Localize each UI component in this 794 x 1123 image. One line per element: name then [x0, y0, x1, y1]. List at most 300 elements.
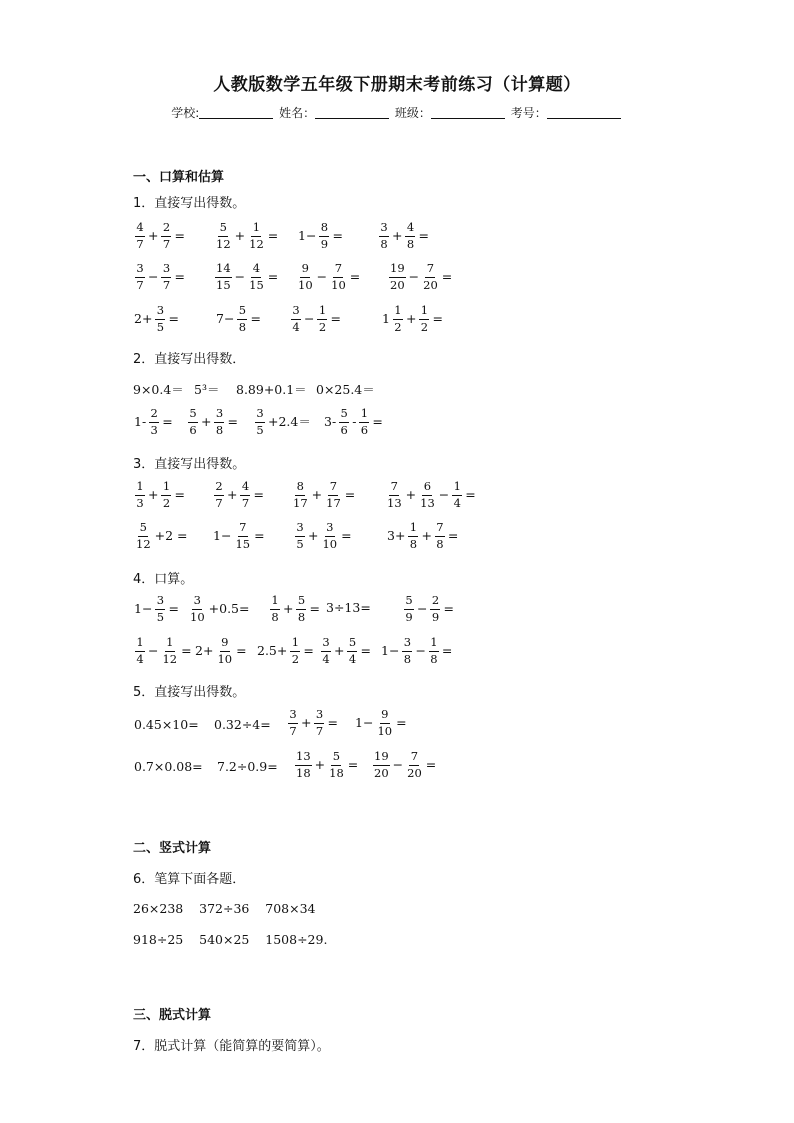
- denominator: 7: [241, 495, 250, 510]
- expression-text: =: [441, 642, 453, 658]
- fraction: [296, 595, 306, 623]
- fraction: [406, 751, 423, 779]
- expression-text: −: [234, 268, 246, 284]
- fraction: [155, 595, 165, 623]
- numerator: 1: [317, 305, 327, 320]
- numerator: 2: [161, 222, 171, 237]
- denominator: 8: [380, 236, 388, 251]
- section-heading-1: 一、口算和估算: [133, 170, 225, 185]
- question-5-prompt: 5．直接写出得数。: [133, 685, 246, 700]
- denominator: 13: [387, 495, 402, 510]
- fraction: [240, 481, 250, 509]
- numerator: 1: [165, 637, 175, 652]
- expression-text: =: [441, 268, 453, 284]
- numerator: 3: [214, 408, 224, 423]
- expression-text: =: [396, 714, 407, 730]
- expression-text: =: [465, 486, 476, 502]
- denominator: 9: [405, 609, 413, 624]
- numerator: 1: [251, 222, 261, 237]
- expression-text: 7.2÷0.9=: [217, 759, 278, 774]
- expression-text: 1−: [134, 600, 153, 616]
- denominator: 10: [298, 277, 313, 292]
- expression-text: =: [174, 268, 185, 284]
- q6-row-2: 918÷25 540×25 1508÷29.: [133, 932, 328, 947]
- fraction: [216, 637, 233, 665]
- denominator: 15: [216, 277, 231, 292]
- fraction: [161, 637, 178, 665]
- expression-text: =: [360, 642, 371, 658]
- expression-text: =: [425, 756, 437, 772]
- fraction: [189, 595, 206, 623]
- expression-text: −: [415, 642, 426, 658]
- expression-text: +0.5=: [208, 600, 250, 616]
- fraction: [379, 222, 389, 250]
- numerator: 4: [251, 263, 261, 278]
- numerator: 3: [291, 305, 301, 320]
- expression-text: =: [267, 268, 279, 284]
- expression-text: +: [405, 310, 417, 326]
- denominator: 10: [190, 609, 205, 624]
- denominator: 9: [320, 236, 329, 251]
- q3-expression: [133, 522, 189, 550]
- expression-text: =: [181, 642, 192, 658]
- expression-text: +: [234, 227, 246, 243]
- q5-expression: [371, 751, 437, 779]
- numerator: 19: [373, 751, 390, 766]
- denominator: 2: [162, 495, 171, 510]
- fraction: [135, 263, 145, 291]
- fraction: [135, 637, 145, 665]
- question-3-prompt: 3．直接写出得数。: [133, 457, 246, 472]
- numerator: 3: [314, 709, 324, 724]
- numerator: 5: [347, 637, 357, 652]
- expression-text: −: [417, 600, 428, 616]
- fraction: [429, 637, 439, 665]
- q1-expression: [215, 305, 262, 333]
- numerator: 14: [215, 263, 232, 278]
- denominator: 7: [162, 236, 171, 251]
- q1-expression: [213, 222, 279, 250]
- expression-text: +: [311, 486, 323, 502]
- expression-text: =: [447, 527, 459, 543]
- expression-text: −: [148, 642, 159, 658]
- fraction: [321, 637, 331, 665]
- denominator: 17: [326, 495, 341, 510]
- expression-text: =: [254, 527, 265, 543]
- expression-text: 0.32÷4=: [214, 717, 271, 732]
- q3-expression: [133, 481, 186, 509]
- q6-row-1: 26×238 372÷36 708×34: [133, 901, 316, 916]
- q5-expression: [286, 709, 339, 737]
- denominator: 8: [436, 536, 444, 551]
- fraction: [248, 263, 265, 291]
- numerator: 5: [138, 522, 148, 537]
- q4-expression: [402, 595, 455, 623]
- q3-expression: [290, 481, 356, 509]
- fraction: [237, 305, 247, 333]
- denominator: 4: [292, 319, 300, 334]
- denominator: 12: [162, 651, 178, 666]
- expression-text: =: [330, 310, 341, 326]
- q3-expression: [212, 481, 265, 509]
- q1-expression: [289, 305, 342, 333]
- fraction: [325, 481, 342, 509]
- expression-text: +: [308, 527, 319, 543]
- expression-text: =: [162, 413, 173, 429]
- denominator: 8: [297, 609, 306, 624]
- denominator: 13: [420, 495, 435, 510]
- expression-text: =: [267, 227, 279, 243]
- expression-text: =: [344, 486, 356, 502]
- numerator: 3: [321, 637, 331, 652]
- q1-expression: [297, 222, 344, 250]
- denominator: 18: [329, 765, 344, 780]
- numerator: 1: [135, 637, 145, 652]
- numerator: 5: [237, 305, 247, 320]
- denominator: 12: [136, 536, 151, 551]
- denominator: 7: [289, 723, 297, 738]
- expression-text: 1: [382, 310, 390, 326]
- denominator: 7: [136, 277, 144, 292]
- numerator: 5: [188, 408, 198, 423]
- denominator: 20: [423, 277, 438, 292]
- school-blank[interactable]: [199, 106, 273, 119]
- numerator: 3: [379, 222, 389, 237]
- expression-text: 2+: [195, 642, 214, 658]
- numerator: 9: [300, 263, 310, 278]
- expression-text: 2+: [134, 310, 153, 326]
- numerator: 9: [220, 637, 230, 652]
- class-label: 班级：: [394, 106, 431, 120]
- numerator: 3: [192, 595, 202, 610]
- question-2-prompt: 2．直接写出得数．: [133, 352, 246, 367]
- numerator: 6: [422, 481, 432, 496]
- fraction: [408, 522, 418, 550]
- numerator: 7: [389, 481, 399, 496]
- numerator: 7: [425, 263, 435, 278]
- q4-expression: [133, 595, 180, 623]
- expression-text: +: [334, 642, 345, 658]
- denominator: 7: [315, 723, 324, 738]
- expression-text: =: [250, 310, 261, 326]
- q2-expression: 0×25.4＝: [316, 382, 375, 397]
- denominator: 15: [235, 536, 251, 551]
- fraction: [270, 595, 280, 623]
- denominator: 8: [271, 609, 279, 624]
- numerator: 5: [339, 408, 349, 423]
- fraction: [295, 522, 305, 550]
- fraction: [330, 263, 347, 291]
- expression-text: 1−: [298, 227, 317, 243]
- fraction: [214, 481, 224, 509]
- numerator: 13: [295, 751, 312, 766]
- fraction: [373, 751, 390, 779]
- q4-expression: [325, 602, 372, 615]
- fraction: [135, 481, 145, 509]
- numerator: 3: [155, 305, 165, 320]
- denominator: 8: [215, 422, 224, 437]
- numerator: 3: [135, 263, 145, 278]
- fraction: [314, 709, 324, 737]
- fraction: [135, 522, 152, 550]
- expression-text: 3÷13=: [326, 600, 371, 615]
- numerator: 3: [325, 522, 335, 537]
- denominator: 10: [217, 651, 233, 666]
- q1-expression: [133, 305, 180, 333]
- expression-text: +: [227, 486, 238, 502]
- numerator: 7: [409, 751, 419, 766]
- fraction: [347, 637, 357, 665]
- denominator: 7: [162, 277, 171, 292]
- q3-expression: [212, 522, 266, 550]
- expression-text: =: [372, 413, 383, 429]
- question-4-prompt: 4．口算。: [133, 572, 194, 587]
- numerator: 7: [238, 522, 248, 537]
- q1-expression: [377, 222, 430, 250]
- fraction: [297, 263, 314, 291]
- fraction: [393, 305, 403, 333]
- denominator: 2: [394, 319, 402, 334]
- q1-expression: [295, 263, 361, 291]
- section-heading-2: 二、竖式计算: [133, 841, 212, 856]
- numerator: 5: [331, 751, 341, 766]
- numerator: 1: [419, 305, 429, 320]
- expression-text: +: [283, 600, 294, 616]
- numerator: 1: [452, 481, 462, 496]
- q5-expression: [293, 751, 359, 779]
- q4-expression: [194, 637, 248, 665]
- expression-text: 2.5+: [257, 642, 288, 658]
- expression-text: =: [327, 714, 338, 730]
- fraction: [321, 522, 338, 550]
- expression-text: +: [421, 527, 432, 543]
- expression-text: −: [148, 268, 159, 284]
- numerator: 8: [319, 222, 329, 237]
- denominator: 15: [249, 277, 264, 292]
- expression-text: 3+: [387, 527, 406, 543]
- numerator: 1: [270, 595, 280, 610]
- numerator: 1: [135, 481, 145, 496]
- numerator: 3: [155, 595, 165, 610]
- fraction: [161, 222, 171, 250]
- expression-text: =: [236, 642, 247, 658]
- question-1-prompt: 1．直接写出得数。: [133, 196, 246, 211]
- q1-expression: [381, 305, 444, 333]
- fraction: [402, 637, 412, 665]
- q5-expression: [354, 709, 408, 737]
- expression-text: +: [148, 227, 159, 243]
- numerator: 1: [408, 522, 418, 537]
- fraction: [215, 222, 232, 250]
- q1-expression: [387, 263, 453, 291]
- numerator: 7: [328, 481, 338, 496]
- denominator: 2: [318, 319, 327, 334]
- numerator: 2: [214, 481, 224, 496]
- fraction: [188, 408, 198, 436]
- expression-text: =: [168, 310, 179, 326]
- expression-text: −: [316, 268, 328, 284]
- fraction: [292, 481, 309, 509]
- fraction: [359, 408, 369, 436]
- numerator: 1: [161, 481, 171, 496]
- denominator: 12: [216, 236, 231, 251]
- expression-text: −: [438, 486, 450, 502]
- denominator: 3: [150, 422, 158, 437]
- denominator: 6: [360, 422, 369, 437]
- denominator: 5: [156, 609, 165, 624]
- expression-text: =: [309, 600, 320, 616]
- exam-no-blank[interactable]: [547, 106, 621, 119]
- q2-expression: 9×0.4＝: [133, 382, 184, 397]
- denominator: 10: [331, 277, 346, 292]
- expression-text: =: [174, 227, 185, 243]
- fraction: [405, 222, 415, 250]
- denominator: 10: [322, 536, 338, 551]
- fraction: [290, 637, 300, 665]
- fraction: [317, 305, 327, 333]
- q5-expression: [133, 719, 200, 732]
- question-7-prompt: 7．脱式计算（能简算的要简算）。: [133, 1039, 330, 1054]
- denominator: 8: [403, 651, 412, 666]
- numerator: 7: [435, 522, 445, 537]
- expression-text: +2 =: [154, 527, 188, 543]
- expression-text: +: [392, 227, 403, 243]
- fraction: [288, 709, 298, 737]
- numerator: 5: [404, 595, 414, 610]
- fraction: [419, 305, 429, 333]
- numerator: 3: [161, 263, 171, 278]
- numerator: 1: [359, 408, 369, 423]
- expression-text: 0.7×0.08=: [134, 759, 203, 774]
- expression-text: +: [314, 756, 326, 772]
- fraction: [149, 408, 159, 436]
- denominator: 9: [431, 609, 440, 624]
- expression-text: +2.4＝: [268, 413, 311, 429]
- denominator: 4: [322, 651, 330, 666]
- denominator: 2: [291, 651, 300, 666]
- numerator: 5: [218, 222, 228, 237]
- expression-text: −: [392, 756, 404, 772]
- fraction: [452, 481, 462, 509]
- denominator: 6: [189, 422, 197, 437]
- fraction: [339, 408, 349, 436]
- q2-expression: [253, 408, 312, 436]
- expression-text: =: [303, 642, 314, 658]
- q4-expression: [133, 637, 193, 665]
- q4-expression: [268, 595, 321, 623]
- q2-expression: [186, 408, 239, 436]
- denominator: 4: [136, 651, 144, 666]
- denominator: 8: [238, 319, 247, 334]
- expression-text: =: [418, 227, 429, 243]
- expression-text: +: [301, 714, 312, 730]
- q4-expression: [380, 637, 453, 665]
- expression-text: =: [341, 527, 352, 543]
- numerator: 1: [290, 637, 300, 652]
- name-blank[interactable]: [315, 106, 389, 119]
- fraction: [155, 305, 165, 333]
- q3-expression: [384, 481, 477, 509]
- class-blank[interactable]: [431, 106, 505, 119]
- denominator: 5: [156, 319, 165, 334]
- q2-expression: 5³＝: [194, 382, 220, 397]
- section-heading-3: 三、脱式计算: [133, 1008, 212, 1023]
- numerator: 7: [333, 263, 343, 278]
- denominator: 20: [407, 765, 422, 780]
- numerator: 3: [288, 709, 298, 724]
- fraction: [376, 709, 393, 737]
- denominator: 6: [340, 422, 348, 437]
- expression-text: 3-: [324, 413, 337, 429]
- expression-text: +: [405, 486, 417, 502]
- school-label: 学校:: [171, 106, 200, 120]
- fraction: [404, 595, 414, 623]
- fraction: [214, 408, 224, 436]
- denominator: 8: [406, 236, 415, 251]
- q5-expression: [133, 761, 204, 774]
- numerator: 19: [389, 263, 406, 278]
- numerator: 9: [380, 709, 390, 724]
- q3-expression: [293, 522, 353, 550]
- name-label: 姓名：: [279, 106, 316, 120]
- fraction: [328, 751, 345, 779]
- expression-text: −: [408, 268, 420, 284]
- expression-text: =: [443, 600, 454, 616]
- expression-text: =: [432, 310, 443, 326]
- expression-text: +: [201, 413, 212, 429]
- expression-text: =: [168, 600, 179, 616]
- q4-expression: [256, 637, 315, 665]
- expression-text: 0.45×10=: [134, 717, 199, 732]
- expression-text: =: [253, 486, 264, 502]
- fraction: [319, 222, 329, 250]
- q1-expression: [213, 263, 279, 291]
- denominator: 4: [453, 495, 461, 510]
- expression-text: -: [352, 413, 357, 429]
- expression-text: 1-: [134, 413, 147, 429]
- fraction: [430, 595, 440, 623]
- numerator: 3: [402, 637, 412, 652]
- denominator: 3: [136, 495, 144, 510]
- expression-text: =: [332, 227, 343, 243]
- q5-expression: [213, 719, 272, 732]
- q4-expression: [319, 637, 372, 665]
- numerator: 4: [240, 481, 250, 496]
- fraction: [135, 222, 145, 250]
- denominator: 5: [296, 536, 304, 551]
- worksheet-title: 人教版数学五年级下册期末考前练习（计算题）: [213, 75, 581, 95]
- numerator: 5: [296, 595, 306, 610]
- expression-text: =: [349, 268, 361, 284]
- fraction: [255, 408, 265, 436]
- expression-text: −: [304, 310, 315, 326]
- numerator: 3: [255, 408, 265, 423]
- fraction: [248, 222, 265, 250]
- denominator: 7: [215, 495, 223, 510]
- expression-text: 1−: [213, 527, 232, 543]
- fraction: [161, 481, 171, 509]
- fraction: [215, 263, 232, 291]
- denominator: 2: [420, 319, 429, 334]
- numerator: 2: [430, 595, 440, 610]
- expression-text: 1−: [355, 714, 374, 730]
- q1-expression: [133, 222, 186, 250]
- denominator: 20: [390, 277, 405, 292]
- numerator: 4: [405, 222, 415, 237]
- expression-text: 1−: [381, 642, 400, 658]
- numerator: 1: [393, 305, 403, 320]
- denominator: 4: [348, 651, 357, 666]
